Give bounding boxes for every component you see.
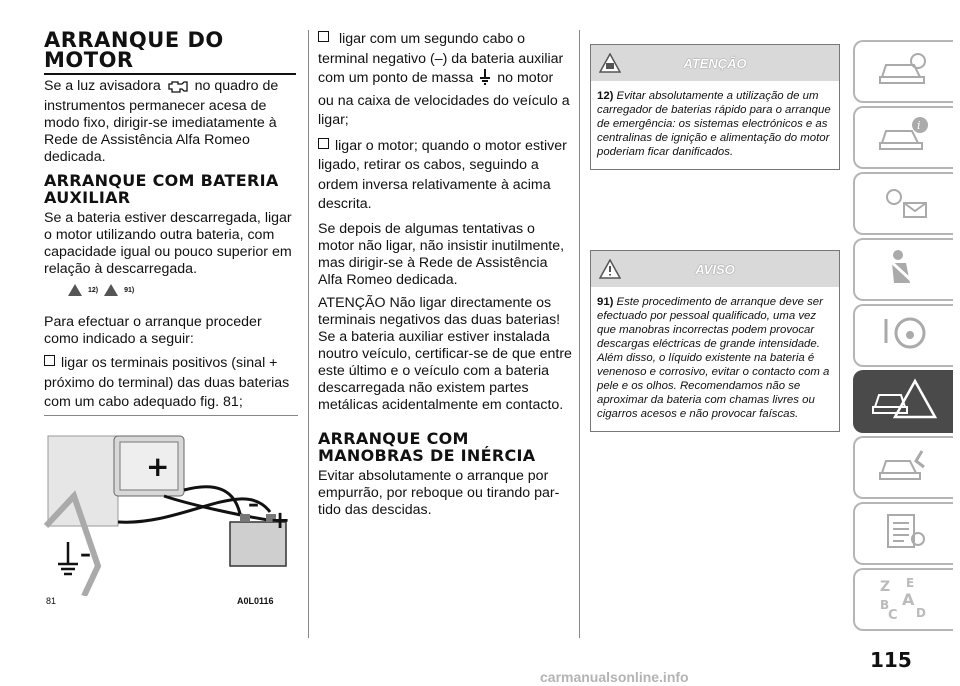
steering-wheel-icon [876,313,932,358]
watermark: carmanualsonline.info [540,669,689,685]
attention-paragraph: ATENÇÃO Não ligar directamente os terminais negativos das duas baterias! Se a bateria auxiliar estiver instalada noutro veículo, certificar-se de que entre este último e o veículo com a bateria descarregada não existem partes metálicas acidentalmente em contacto. [318,294,572,413]
intro-text-b: no quadro de instrumentos permanecer acesa de modo fixo, dirigir-se imediatamente à Rede de Assistência Alfa Romeo dedicada. [44,78,279,165]
svg-text:D: D [916,606,926,619]
car-search-icon [876,49,932,94]
emergency-car-icon [871,377,937,426]
warning-box [590,250,840,432]
tab-warning-lights[interactable] [853,172,953,235]
car-info-icon [876,115,932,160]
battery-jump-figure [44,415,298,607]
auxiliary-battery-paragraph: Se a bateria estiver descarregada, ligar o motor utilizando outra bateria, com capacidade igual ou pouco superior em relação à descarregada. [44,210,292,277]
column-divider [579,30,580,638]
inertia-paragraph: Evitar absolutamente o arranque por empurrão, por reboque ou tirando par-tido das descidas. [318,467,560,518]
warning-triangle-icon [68,284,82,296]
svg-text:–: – [248,492,259,517]
bullet-negative-text-a: ligar com um segundo cabo o terminal negativo (–) da bateria auxiliar com um ponto de massa [318,31,564,86]
svg-text:+: + [270,506,291,534]
section-heading-auxiliary-battery: ARRANQUE COM BATERIA AUXILIAR [44,171,279,207]
attention-box-header [591,45,839,81]
seatbelt-airbag-icon [876,247,932,292]
ground-icon [479,69,491,92]
tab-seatbelt-airbag[interactable] [853,238,953,301]
warning-box-number: 91) [597,296,614,308]
svg-text:–: – [80,542,91,567]
section-heading-inertia: ARRANQUE COM MANOBRAS DE INÉRCIA [318,428,536,465]
warning-box-header [591,251,839,287]
page-title: ARRANQUE DO MOTOR [44,30,296,75]
tab-car-maintenance[interactable] [853,436,953,499]
svg-text:B: B [880,598,890,612]
technical-data-icon [876,511,932,556]
warning-triangle-icon [104,284,118,296]
bullet-negative-text-b: no motor ou na caixa de velocidades do veículo a ligar; [318,70,570,128]
procedure-intro: Para efectuar o arranque proceder como indicado a seguir: [44,314,262,347]
figure-number: 81 [46,596,57,606]
bullet-start-engine: ligar o motor; quando o motor estiver ligado, retirar os cabos, seguindo a ordem inversa relativamente à acima descrita. [318,137,572,215]
warning-references [68,284,296,296]
tab-technical-data[interactable] [853,502,953,565]
svg-text:E: E [906,576,915,590]
svg-text:C: C [888,608,898,619]
column-3 [590,44,840,444]
engine-warning-icon [167,79,189,98]
attention-box-number: 12) [597,90,614,102]
reference-12[interactable]: 12) [88,286,99,294]
tab-car-info[interactable] [853,106,953,169]
svg-text:+: + [146,450,170,483]
repeated-attempts-paragraph: Se depois de algumas tentativas o motor não ligar, não insistir inutilmente, mas dirigir-se à Rede de Assistência Alfa Romeo dedicada. [318,220,565,288]
attention-box-text: Evitar absolutamente a utilização de um carregador de baterias rápido para o arranque de emergência: os sistemas electrónicos e as centralinas de ignição e alimentação do motor poderiam ficar danificados. [597,90,831,158]
svg-text:A: A [902,590,915,609]
attention-box-body [591,81,839,169]
warning-triangle-icon [599,259,621,282]
battery-warning-icon [599,53,621,76]
tab-alphabetical-index[interactable] [853,568,953,631]
intro-text-a: Se a luz avisadora [44,78,161,94]
warning-box-title: AVISO [695,261,735,277]
page-number: 115 [870,648,912,672]
warning-box-body [591,287,839,431]
bullet-negative-terminal [318,30,572,131]
intro-paragraph [44,78,296,166]
svg-text:Z: Z [880,579,891,595]
attention-box-title: ATENÇÃO [683,55,747,71]
alphabet-index-icon [876,575,932,624]
reference-91[interactable]: 91) [124,286,135,294]
attention-box [590,44,840,170]
warning-box-text: Este procedimento de arranque deve ser efectuado por pessoal qualificado, uma vez que manobras incorrectas podem provocar descargas eléctricas de grande intensidade. Além disso, o líquido existente na bateria é venenoso e corrosivo, evitar o contacto com a pele e os olhos. Recomendamos não se aproximar da bateria com chamas livres ou cigarros acesos e não provocar faíscas. [597,296,830,420]
tab-car-search[interactable] [853,40,953,103]
svg-text:i: i [917,119,921,132]
column-1 [44,30,296,419]
warning-lights-icon [876,181,932,226]
tab-emergency[interactable] [853,370,953,433]
figure-code: A0L0116 [237,596,274,606]
column-2 [318,30,572,525]
bullet-positive-terminals: ligar os terminais positivos (sinal + próximo do terminal) das duas baterias com um cabo adequado fig. 81; [44,354,296,413]
tab-steering-wheel[interactable] [853,304,953,367]
car-maintenance-icon [876,445,932,490]
column-divider [308,30,309,638]
